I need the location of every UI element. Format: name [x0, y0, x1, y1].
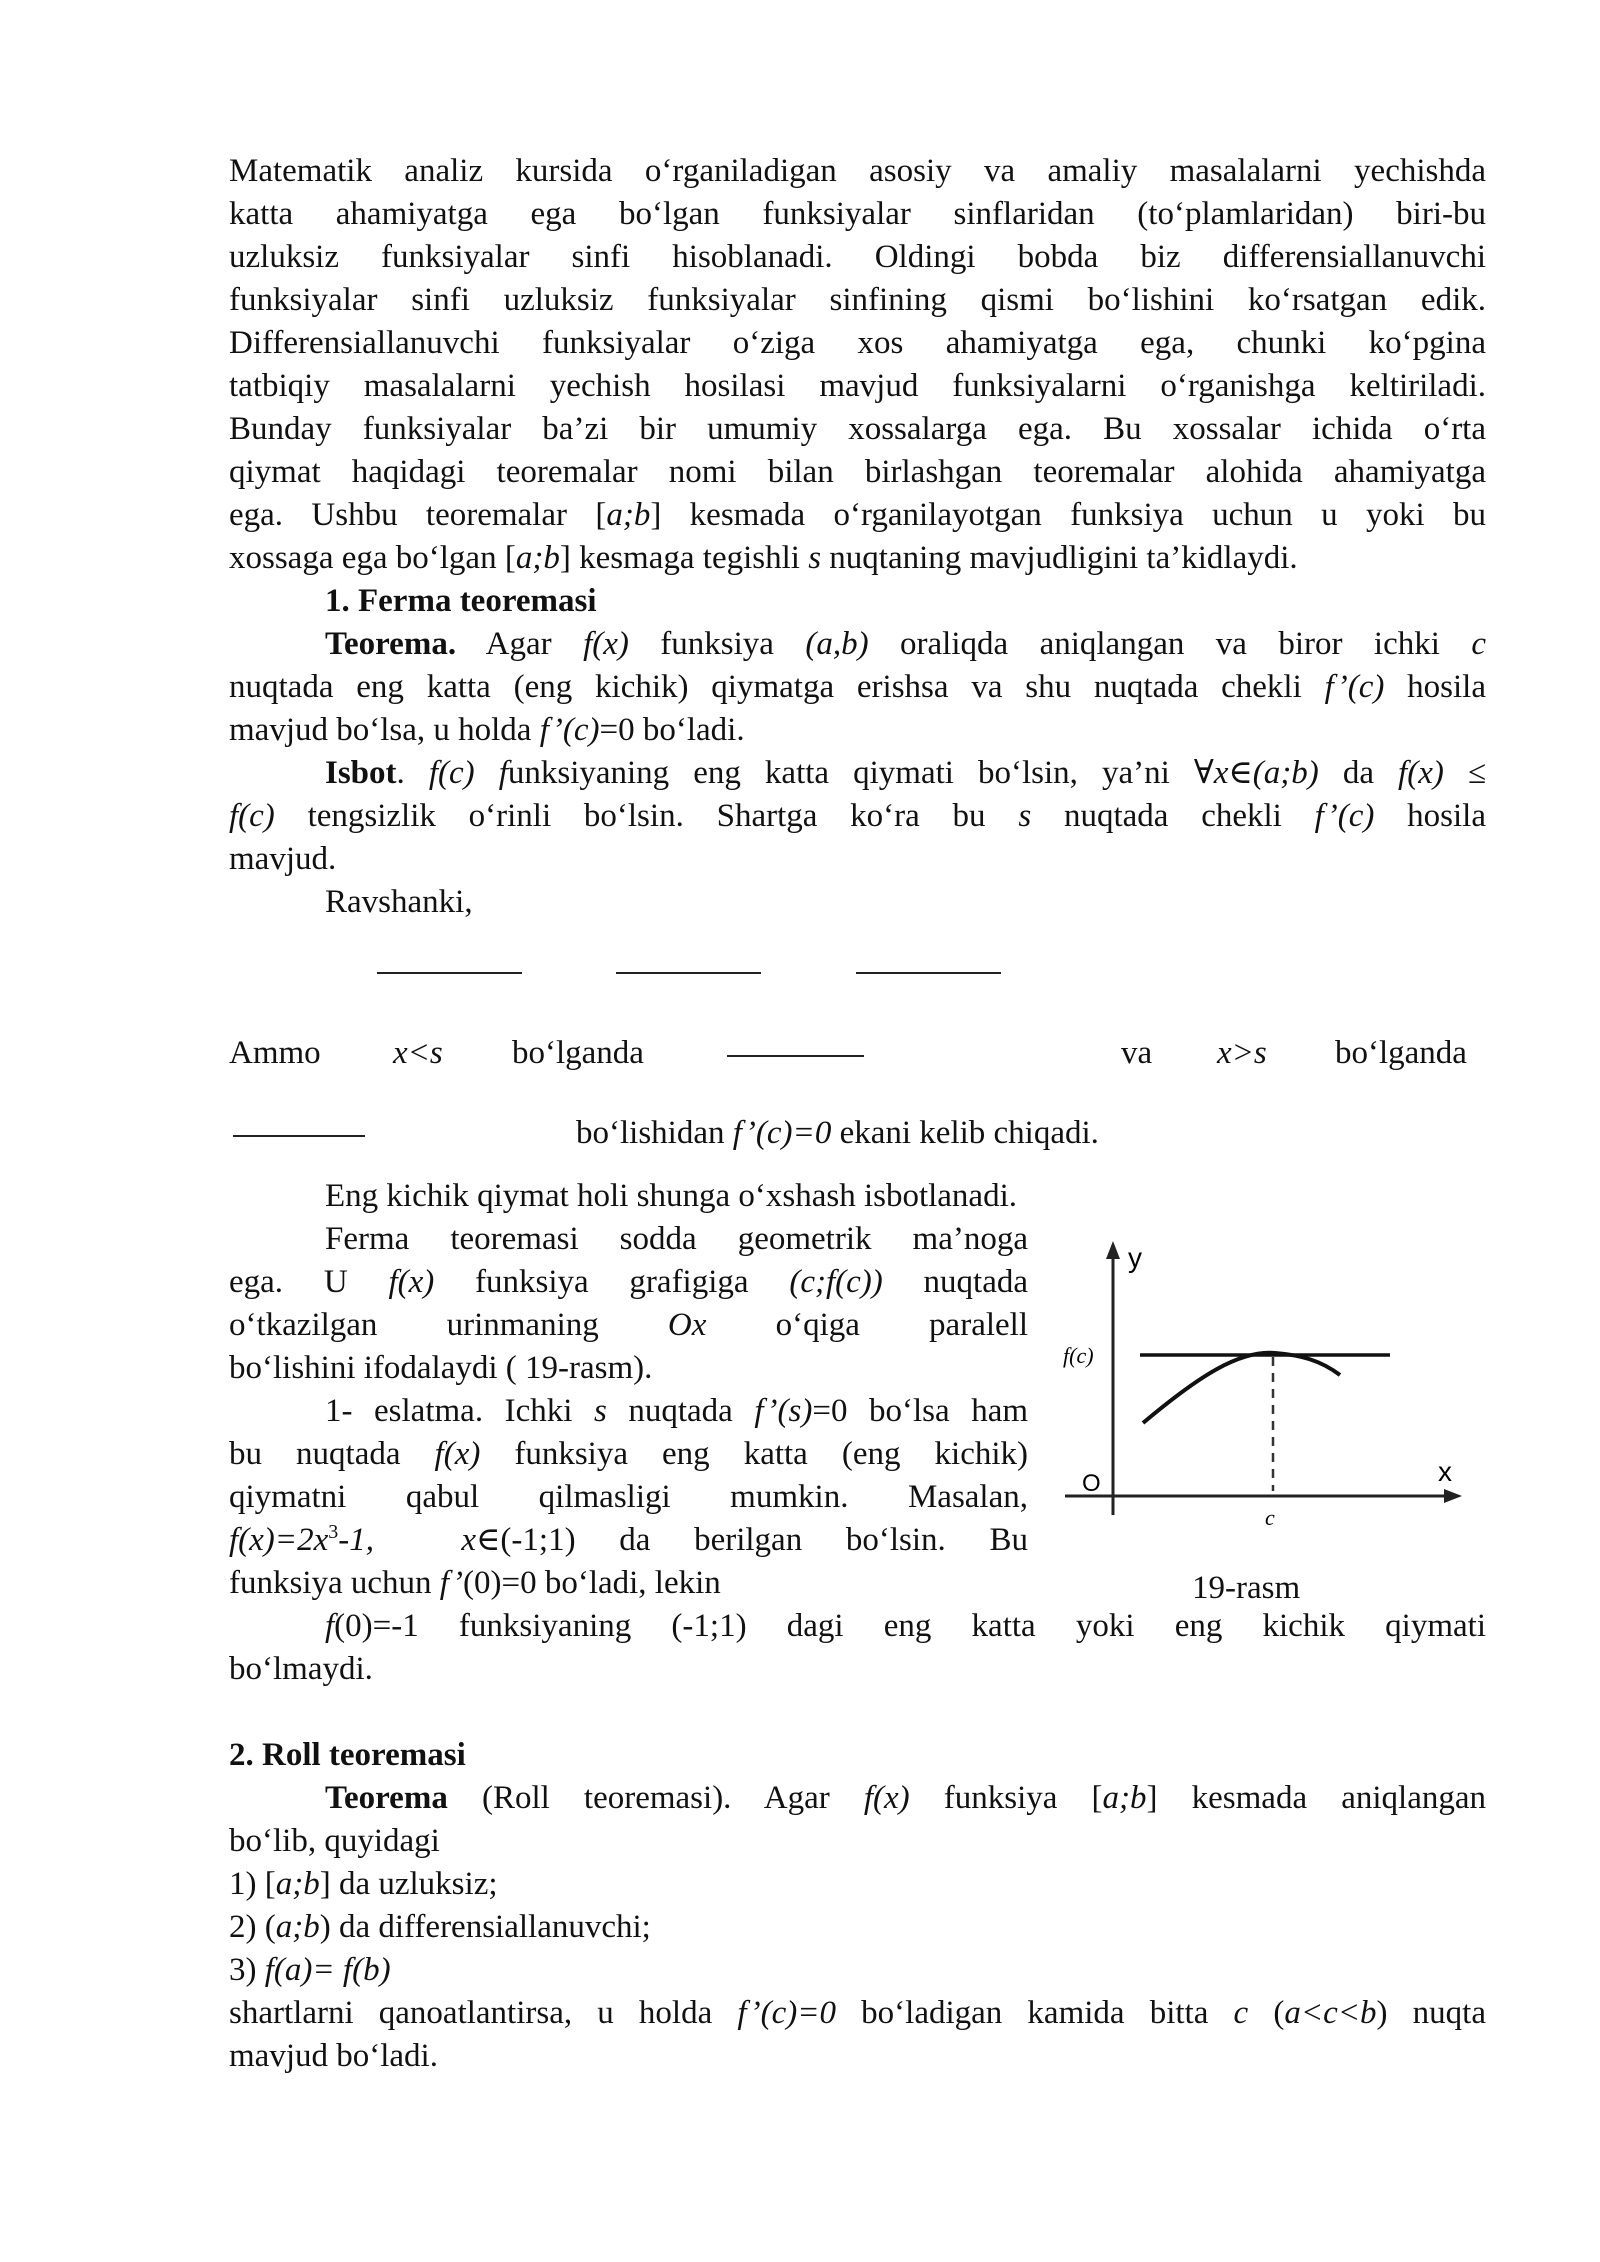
fraction-bar — [856, 972, 1001, 974]
theorem-line: Teorema. Agar f(x) funksiya (a,b) oraliqda aniqlangan va biror ichki c — [325, 626, 1486, 662]
paragraph-line: uzluksiz funksiyalar sinfi hisoblanadi. Oldingi bobda biz differensiallanuvchi — [229, 239, 1486, 275]
proof-line: Isbot. f(c) funksiyaning eng katta qiymati bo‘lsin, ya’ni ∀x∈(a;b) da f(x) ≤ — [325, 755, 1486, 791]
paragraph-line: Differensiallanuvchi funksiyalar o‘ziga xos ahamiyatga ega, chunki ko‘pgina — [229, 325, 1486, 361]
ammo-cond: x>s — [1217, 1035, 1267, 1071]
paragraph-line: ega. U f(x) funksiya grafigiga (c;f(c)) nuqtada — [229, 1264, 1028, 1300]
remark-line: funksiya uchun f’(0)=0 bo‘ladi, lekin — [229, 1565, 721, 1601]
paragraph-line: o‘tkazilgan urinmaning Ox o‘qiga paralell — [229, 1307, 1028, 1343]
fc-label: f(c) — [1063, 1343, 1094, 1368]
paragraph-line: bo‘lishini ifodalaydi ( 19-rasm). — [229, 1350, 653, 1386]
section-title: 1. Ferma teoremasi — [325, 583, 597, 619]
theorem-line: bo‘lib, quyidagi — [229, 1823, 440, 1859]
proof-line: f(c) tengsizlik o‘rinli bo‘lsin. Shartga ko‘ra bu s nuqtada chekli f’(c) hosila — [229, 798, 1487, 834]
ammo-word: va — [1121, 1035, 1153, 1071]
remark-line: qiymatni qabul qilmasligi mumkin. Masalan, — [229, 1479, 1028, 1515]
theorem-line: nuqtada eng katta (eng kichik) qiymatga erishsa va shu nuqtada chekli f’(c) hosila — [229, 669, 1486, 705]
condition-item: 1) [a;b] da uzluksiz; — [229, 1866, 498, 1902]
figure-19 — [1050, 1235, 1470, 1535]
paragraph-line: funksiyalar sinfi uzluksiz funksiyalar sinfining qismi bo‘lishini ko‘rsatgan edik. — [229, 282, 1486, 318]
paragraph-line: Eng kichik qiymat holi shunga o‘xshash isbotlanadi. — [325, 1178, 1018, 1214]
ammo-word: bo‘lganda — [1335, 1035, 1467, 1071]
ammo-cond: x<s — [393, 1035, 443, 1071]
theorem-line: mavjud bo‘lsa, u holda f’(c)=0 bo‘ladi. — [229, 712, 745, 748]
paragraph-line: tatbiqiy masalalarni yechish hosilasi mavjud funksiyalarni o‘rganishga keltiriladi. — [229, 368, 1486, 404]
fraction-bar — [727, 1055, 864, 1057]
remark-line: 1- eslatma. Ichki s nuqtada f’(s)=0 bo‘lsa ham — [325, 1393, 1029, 1429]
proof-line: Ravshanki, — [325, 884, 473, 920]
paragraph-line: Ferma teoremasi sodda geometrik ma’noga — [325, 1221, 1028, 1257]
remark-line: f(0)=-1 funksiyaning (-1;1) dagi eng katta yoki eng kichik qiymati — [325, 1608, 1486, 1644]
figure-caption: 19-rasm — [1192, 1570, 1301, 1606]
x-arrow — [1444, 1489, 1462, 1503]
paragraph-line: ega. Ushbu teoremalar [a;b] kesmada o‘rganilayotgan funksiya uchun u yoki bu — [229, 497, 1486, 533]
fraction-bar — [616, 972, 761, 974]
paragraph-line: qiymat haqidagi teoremalar nomi bilan birlashgan teoremalar alohida ahamiyatga — [229, 454, 1486, 490]
paragraph-line: xossaga ega bo‘lgan [a;b] kesmaga tegishli s nuqtaning mavjudligini ta’kidlaydi. — [229, 540, 1298, 576]
paragraph-line: Bunday funksiyalar ba’zi bir umumiy xossalarga ega. Bu xossalar ichida o‘rta — [229, 411, 1486, 447]
theorem-line: shartlarni qanoatlantirsa, u holda f’(c)=0 bo‘ladigan kamida bitta c (a<c<b) nuqta — [229, 1995, 1486, 2031]
remark-line: bu nuqtada f(x) funksiya eng katta (eng kichik) — [229, 1436, 1028, 1472]
fraction-bar — [377, 972, 522, 974]
origin-label: O — [1082, 1470, 1101, 1497]
section-title: 2. Roll teoremasi — [229, 1737, 466, 1773]
y-label: y — [1128, 1242, 1142, 1273]
paragraph-line: katta ahamiyatga ega bo‘lgan funksiyalar sinflaridan (to‘plamlaridan) biri-bu — [229, 196, 1486, 232]
ammo-word: bo‘lganda — [512, 1035, 644, 1071]
c-label: c — [1265, 1505, 1275, 1530]
theorem-line: mavjud bo‘ladi. — [229, 2038, 438, 2074]
fraction-bar — [233, 1135, 365, 1137]
condition-item: 3) f(a)= f(b) — [229, 1952, 391, 1988]
remark-line: $f(x)=2x^3-1$, x∈(-1;1) da berilgan bo‘lsin. Bu — [229, 1521, 1028, 1558]
remark-line: bo‘lmaydi. — [229, 1651, 373, 1687]
proof-line: mavjud. — [229, 841, 337, 877]
theorem-line: Teorema (Roll teoremasi). Agar f(x) funksiya [a;b] kesmada aniqlangan — [325, 1780, 1486, 1816]
tangent-diagram — [1050, 1235, 1470, 1535]
ammo-word: Ammo — [229, 1035, 321, 1071]
condition-item: 2) (a;b) da differensiallanuvchi; — [229, 1909, 651, 1945]
paragraph-line: Matematik analiz kursida o‘rganiladigan asosiy va amaliy masalalarni yechishda — [229, 153, 1486, 189]
function-curve — [1143, 1353, 1340, 1423]
conclusion-line: bo‘lishidan f’(c)=0 ekani kelib chiqadi. — [576, 1115, 1099, 1151]
y-arrow — [1106, 1241, 1120, 1259]
x-label: x — [1438, 1456, 1452, 1487]
